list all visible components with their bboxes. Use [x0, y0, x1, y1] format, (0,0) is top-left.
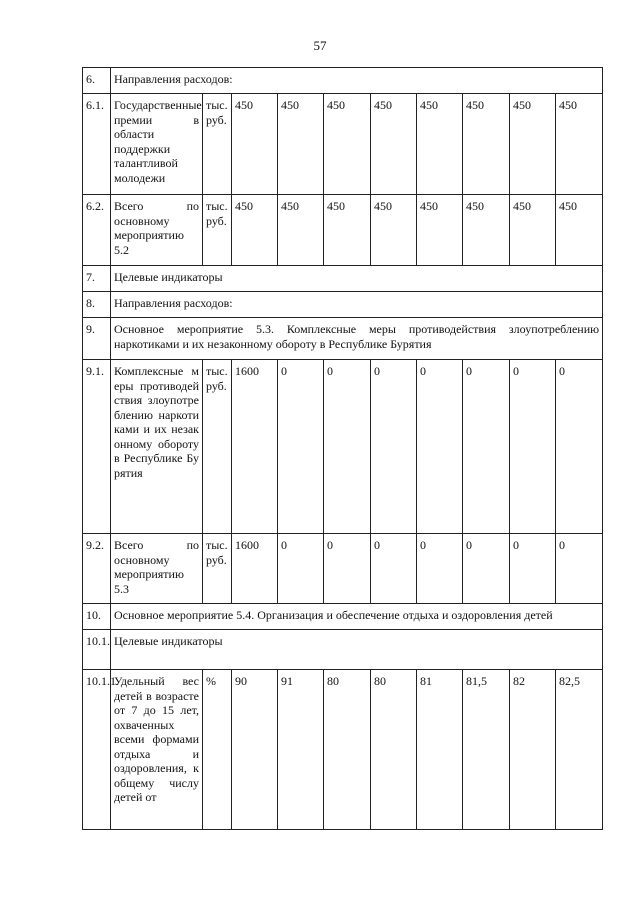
table-row	[83, 94, 603, 195]
value-cell: 82,5	[556, 670, 603, 830]
value-cell: 0	[417, 360, 463, 534]
value-cell: 0	[278, 360, 324, 534]
value-cell: 450	[232, 94, 278, 195]
table-row	[83, 266, 603, 292]
value-cell: 450	[371, 195, 417, 266]
value-cell: 450	[556, 94, 603, 195]
value-cell: 80	[324, 670, 371, 830]
row-number: 6.2.	[83, 195, 111, 266]
row-unit: %	[203, 670, 232, 830]
table-row	[83, 670, 603, 830]
value-cell: 0	[510, 360, 556, 534]
row-number: 7.	[83, 266, 111, 292]
value-cell: 450	[463, 94, 510, 195]
value-cell: 450	[278, 94, 324, 195]
value-cell: 0	[324, 360, 371, 534]
row-number: 9.2.	[83, 534, 111, 604]
value-cell: 0	[556, 360, 603, 534]
value-cell: 90	[232, 670, 278, 830]
row-name: Всего по основному мероприятию 5.2	[111, 195, 203, 266]
row-number: 9.1.	[83, 360, 111, 534]
value-cell: 450	[510, 195, 556, 266]
section-heading: Основное мероприятие 5.4. Организация и обеспечение отдыха и оздоровления детей	[111, 604, 603, 630]
row-name: Удельный вес детей в возрасте от 7 до 15 лет, охваченных всеми формами отдыха и оздоровления, к общему числу детей от	[111, 670, 203, 830]
value-cell: 81,5	[463, 670, 510, 830]
value-cell: 82	[510, 670, 556, 830]
table-row	[83, 630, 603, 670]
row-unit: тыс. руб.	[203, 195, 232, 266]
value-cell: 450	[556, 195, 603, 266]
row-number: 10.1.	[83, 630, 111, 670]
row-name: Комплексные меры противодействия злоупотреблению наркотиками и их незаконному обороту в Республике Бурятия	[111, 360, 203, 534]
value-cell: 450	[417, 195, 463, 266]
row-name: Государственные премии в области поддержки талантливой молодежи	[111, 94, 203, 195]
row-name: Всего по основному мероприятию 5.3	[111, 534, 203, 604]
row-number: 6.	[83, 68, 111, 94]
table-row	[83, 360, 603, 534]
value-cell: 0	[278, 534, 324, 604]
table-row	[83, 68, 603, 94]
budget-table	[82, 67, 603, 830]
table-row	[83, 604, 603, 630]
value-cell: 450	[510, 94, 556, 195]
value-cell: 0	[324, 534, 371, 604]
row-number: 10.1.1.	[83, 670, 111, 830]
section-heading: Целевые индикаторы	[111, 266, 603, 292]
value-cell: 80	[371, 670, 417, 830]
value-cell: 91	[278, 670, 324, 830]
row-unit: тыс. руб.	[203, 94, 232, 195]
value-cell: 450	[371, 94, 417, 195]
value-cell: 0	[417, 534, 463, 604]
value-cell: 450	[417, 94, 463, 195]
value-cell: 0	[371, 534, 417, 604]
table-row	[83, 195, 603, 266]
section-heading: Направления расходов:	[111, 292, 603, 318]
value-cell: 0	[556, 534, 603, 604]
value-cell: 450	[324, 94, 371, 195]
value-cell: 450	[324, 195, 371, 266]
section-heading: Целевые индикаторы	[111, 630, 603, 670]
value-cell: 450	[232, 195, 278, 266]
page-number: 57	[313, 38, 327, 53]
value-cell: 0	[463, 534, 510, 604]
row-number: 6.1.	[83, 94, 111, 195]
value-cell: 1600	[232, 360, 278, 534]
value-cell: 1600	[232, 534, 278, 604]
section-heading: Направления расходов:	[111, 68, 603, 94]
row-number: 9.	[83, 318, 111, 360]
row-number: 8.	[83, 292, 111, 318]
table-row	[83, 534, 603, 604]
row-unit: тыс. руб.	[203, 534, 232, 604]
value-cell: 450	[463, 195, 510, 266]
value-cell: 450	[278, 195, 324, 266]
value-cell: 0	[371, 360, 417, 534]
value-cell: 81	[417, 670, 463, 830]
value-cell: 0	[463, 360, 510, 534]
row-unit: тыс. руб.	[203, 360, 232, 534]
section-heading: Основное мероприятие 5.3. Комплексные меры противодействия злоупотреблению наркотиками и их незаконному обороту в Республике Бурятия	[111, 318, 603, 360]
row-number: 10.	[83, 604, 111, 630]
table-row	[83, 318, 603, 360]
table-row	[83, 292, 603, 318]
value-cell: 0	[510, 534, 556, 604]
